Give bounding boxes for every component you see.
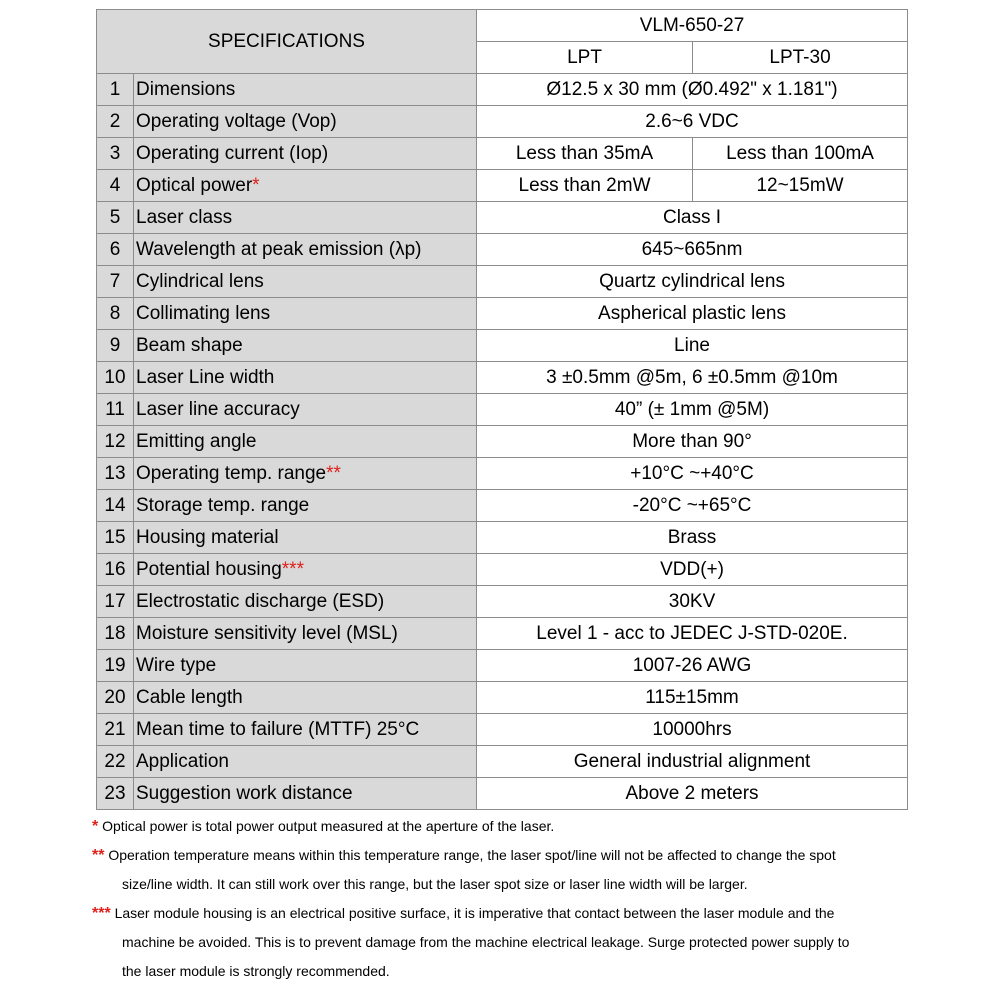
value-cell: 30KV xyxy=(477,586,908,618)
parameter-label: Cable length xyxy=(136,687,243,708)
footnote-line xyxy=(92,841,912,870)
footnote-line xyxy=(92,899,912,928)
row-number: 6 xyxy=(97,234,134,266)
row-number: 17 xyxy=(97,586,134,618)
table-row xyxy=(97,106,908,138)
row-number: 5 xyxy=(97,202,134,234)
row-number: 12 xyxy=(97,426,134,458)
footnote-text: machine be avoided. This is to prevent damage from the machine electrical leakage. Surge protected power supply to xyxy=(122,934,850,950)
parameter-label: Application xyxy=(136,751,229,772)
value-cell: Line xyxy=(477,330,908,362)
row-number: 10 xyxy=(97,362,134,394)
parameter-label: Laser line accuracy xyxy=(136,399,300,420)
footnote-line xyxy=(92,928,912,957)
row-number: 16 xyxy=(97,554,134,586)
row-number: 1 xyxy=(97,74,134,106)
footnote-marker: * xyxy=(252,175,260,196)
table-row xyxy=(97,74,908,106)
row-number: 4 xyxy=(97,170,134,202)
table-row xyxy=(97,330,908,362)
parameter-cell xyxy=(134,586,477,618)
table-row xyxy=(97,394,908,426)
value-lpt30: Less than 100mA xyxy=(693,138,908,170)
value-cell: Class I xyxy=(477,202,908,234)
footnote-text: Optical power is total power output measured at the aperture of the laser. xyxy=(102,818,555,834)
footnote-text: Operation temperature means within this temperature range, the laser spot/line will not be affected to change the spot xyxy=(108,847,836,863)
parameter-label: Laser Line width xyxy=(136,367,275,388)
header-row-model xyxy=(97,10,908,42)
value-lpt: Less than 35mA xyxy=(477,138,693,170)
value-cell: VDD(+) xyxy=(477,554,908,586)
parameter-cell xyxy=(134,170,477,202)
table-row xyxy=(97,490,908,522)
parameter-label: Optical power xyxy=(136,175,253,196)
value-cell: -20°C ~+65°C xyxy=(477,490,908,522)
value-cell: 40” (± 1mm @5M) xyxy=(477,394,908,426)
parameter-label: Laser class xyxy=(136,207,233,228)
parameter-cell xyxy=(134,106,477,138)
footnote-marker: * xyxy=(92,818,99,835)
parameter-label: Wavelength at peak emission (λp) xyxy=(136,239,422,260)
row-number: 23 xyxy=(97,778,134,810)
specifications-heading: SPECIFICATIONS xyxy=(97,10,477,74)
table-row xyxy=(97,266,908,298)
value-lpt30: 12~15mW xyxy=(693,170,908,202)
footnote xyxy=(92,841,912,899)
value-cell: Ø12.5 x 30 mm (Ø0.492" x 1.181") xyxy=(477,74,908,106)
parameter-cell xyxy=(134,522,477,554)
row-number: 13 xyxy=(97,458,134,490)
parameter-label: Suggestion work distance xyxy=(136,783,353,804)
parameter-label: Operating voltage (Vop) xyxy=(136,111,337,132)
row-number: 15 xyxy=(97,522,134,554)
parameter-cell xyxy=(134,778,477,810)
footnote-text: Laser module housing is an electrical positive surface, it is imperative that contact between the laser module and the xyxy=(114,905,835,921)
row-number: 2 xyxy=(97,106,134,138)
row-number: 9 xyxy=(97,330,134,362)
value-cell: Level 1 - acc to JEDEC J-STD-020E. xyxy=(477,618,908,650)
value-cell: 10000hrs xyxy=(477,714,908,746)
table-row xyxy=(97,778,908,810)
table-row xyxy=(97,618,908,650)
parameter-cell xyxy=(134,202,477,234)
parameter-cell xyxy=(134,362,477,394)
parameter-cell xyxy=(134,554,477,586)
parameter-cell xyxy=(134,330,477,362)
row-number: 20 xyxy=(97,682,134,714)
value-cell: More than 90° xyxy=(477,426,908,458)
parameter-cell xyxy=(134,234,477,266)
parameter-label: Operating temp. range xyxy=(136,463,327,484)
parameter-label: Cylindrical lens xyxy=(136,271,264,292)
value-cell: 645~665nm xyxy=(477,234,908,266)
table-row xyxy=(97,234,908,266)
table-row xyxy=(97,682,908,714)
footnote-line xyxy=(92,870,912,899)
parameter-label: Potential housing xyxy=(136,559,282,580)
row-number: 3 xyxy=(97,138,134,170)
parameter-cell xyxy=(134,394,477,426)
row-number: 11 xyxy=(97,394,134,426)
table-row xyxy=(97,746,908,778)
value-cell: 1007-26 AWG xyxy=(477,650,908,682)
table-row xyxy=(97,522,908,554)
table-row xyxy=(97,298,908,330)
row-number: 7 xyxy=(97,266,134,298)
footnote-line xyxy=(92,812,912,841)
parameter-label: Mean time to failure (MTTF) 25°C xyxy=(136,719,420,740)
footnote xyxy=(92,812,912,841)
footnote-marker: *** xyxy=(281,559,304,580)
row-number: 8 xyxy=(97,298,134,330)
model-heading: VLM-650-27 xyxy=(477,10,908,42)
parameter-cell xyxy=(134,714,477,746)
row-number: 22 xyxy=(97,746,134,778)
value-lpt: Less than 2mW xyxy=(477,170,693,202)
parameter-label: Electrostatic discharge (ESD) xyxy=(136,591,385,612)
value-cell: 3 ±0.5mm @5m, 6 ±0.5mm @10m xyxy=(477,362,908,394)
parameter-cell xyxy=(134,138,477,170)
parameter-cell xyxy=(134,298,477,330)
parameter-cell xyxy=(134,426,477,458)
parameter-label: Storage temp. range xyxy=(136,495,310,516)
value-cell: Above 2 meters xyxy=(477,778,908,810)
table-row xyxy=(97,714,908,746)
parameter-label: Collimating lens xyxy=(136,303,271,324)
value-cell: 115±15mm xyxy=(477,682,908,714)
value-cell: Aspherical plastic lens xyxy=(477,298,908,330)
parameter-cell xyxy=(134,682,477,714)
parameter-label: Moisture sensitivity level (MSL) xyxy=(136,623,398,644)
table-row xyxy=(97,138,908,170)
footnote-marker: *** xyxy=(92,905,111,922)
parameter-cell xyxy=(134,746,477,778)
parameter-cell xyxy=(134,618,477,650)
footnote-marker: ** xyxy=(92,847,105,864)
parameter-cell xyxy=(134,74,477,106)
footnotes xyxy=(92,812,912,986)
value-cell: Quartz cylindrical lens xyxy=(477,266,908,298)
row-number: 14 xyxy=(97,490,134,522)
parameter-cell xyxy=(134,458,477,490)
row-number: 21 xyxy=(97,714,134,746)
footnote-text: the laser module is strongly recommended. xyxy=(122,963,390,979)
row-number: 19 xyxy=(97,650,134,682)
table-row xyxy=(97,170,908,202)
parameter-label: Emitting angle xyxy=(136,431,257,452)
footnote-line xyxy=(92,957,912,986)
variant-lpt-heading: LPT xyxy=(477,42,693,74)
value-cell: General industrial alignment xyxy=(477,746,908,778)
footnote xyxy=(92,899,912,986)
value-cell: Brass xyxy=(477,522,908,554)
footnote-marker: ** xyxy=(326,463,341,484)
value-cell: 2.6~6 VDC xyxy=(477,106,908,138)
table-row xyxy=(97,650,908,682)
table-row xyxy=(97,554,908,586)
table-row xyxy=(97,362,908,394)
table-row xyxy=(97,586,908,618)
table-row xyxy=(97,426,908,458)
parameter-cell xyxy=(134,490,477,522)
table-row xyxy=(97,458,908,490)
variant-lpt30-heading: LPT-30 xyxy=(693,42,908,74)
parameter-label: Dimensions xyxy=(136,79,236,100)
value-cell: +10°C ~+40°C xyxy=(477,458,908,490)
parameter-cell xyxy=(134,650,477,682)
parameter-label: Wire type xyxy=(136,655,217,676)
footnote-text: size/line width. It can still work over this range, but the laser spot size or laser line width will be larger. xyxy=(122,876,748,892)
parameter-cell xyxy=(134,266,477,298)
row-number: 18 xyxy=(97,618,134,650)
parameter-label: Beam shape xyxy=(136,335,243,356)
parameter-label: Housing material xyxy=(136,527,279,548)
specifications-table xyxy=(96,9,908,810)
table-row xyxy=(97,202,908,234)
parameter-label: Operating current (Iop) xyxy=(136,143,329,164)
